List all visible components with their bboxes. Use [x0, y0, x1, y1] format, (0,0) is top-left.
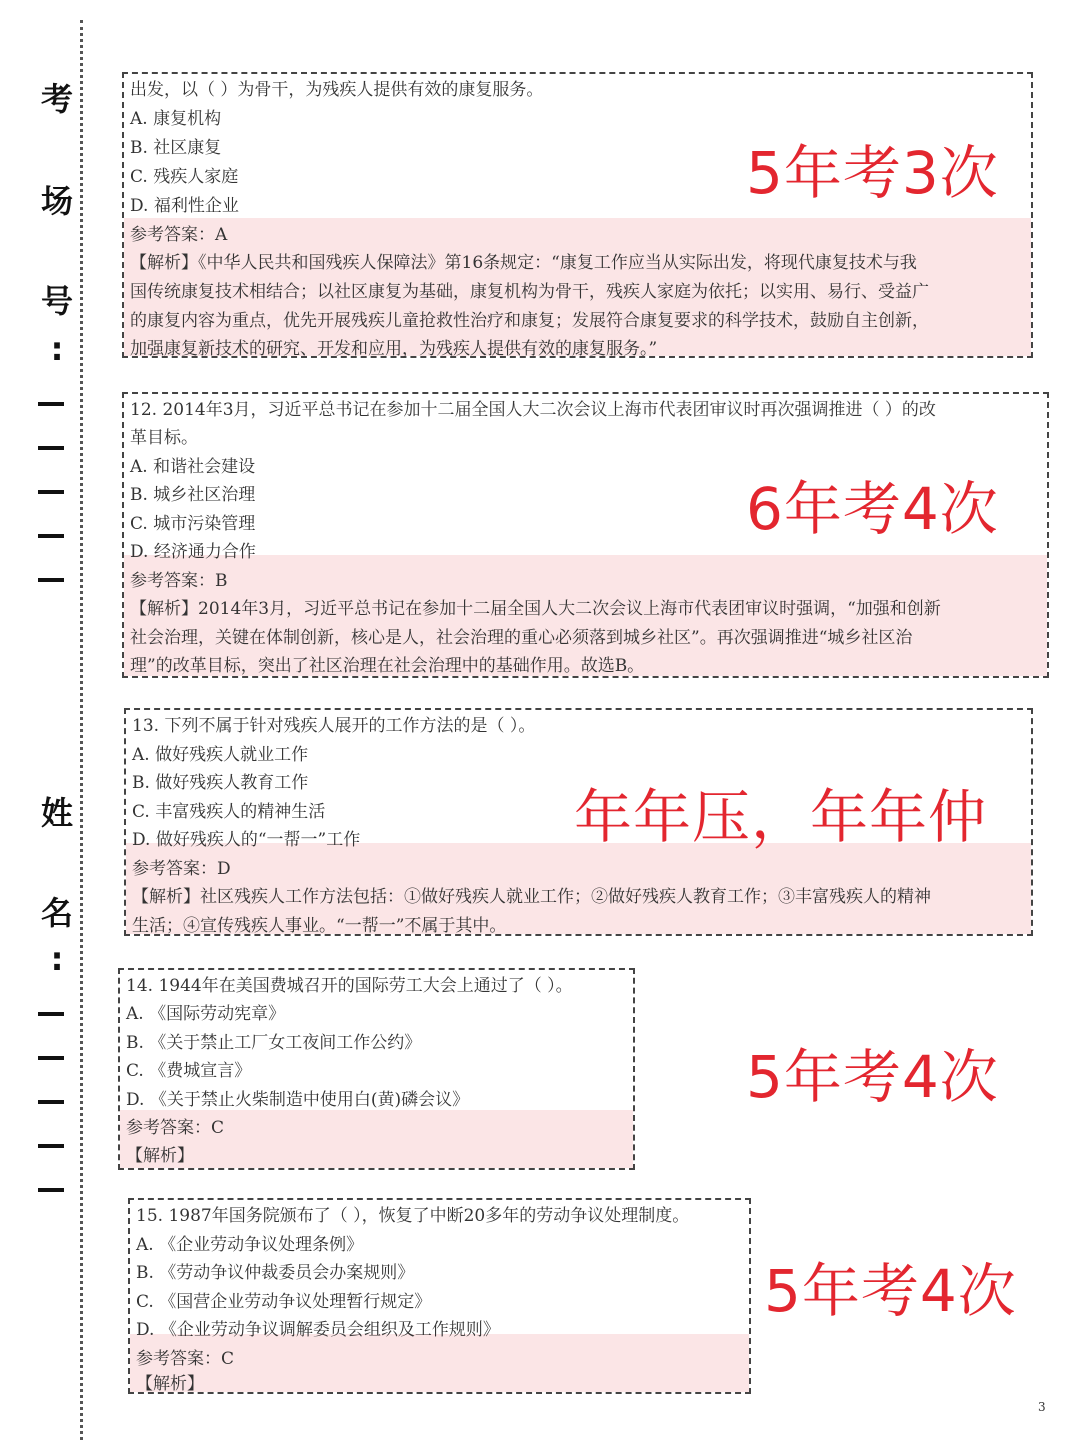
reference-answer: 参考答案：B	[130, 571, 228, 591]
question-block-12	[122, 392, 1049, 678]
explanation-line: 理”的改革目标，突出了社区治理在社会治理中的基础作用。故选B。	[130, 656, 645, 676]
explanation-line: 【解析】2014年3月，习近平总书记在参加十二届全国人大二次会议上海市代表团审议时强调，“加强和创新	[130, 599, 941, 619]
reference-answer: 参考答案：C	[126, 1118, 225, 1138]
exam-room-blank-dash	[38, 446, 64, 450]
frequency-stamp: 年年压，年年仲	[574, 783, 988, 851]
question-block-13	[124, 708, 1033, 936]
reference-answer: 参考答案：A	[130, 225, 228, 245]
name-blank-dash	[38, 1056, 64, 1060]
explanation-line: 生活；④宣传残疾人事业。“一帮一”不属于其中。	[132, 916, 507, 936]
name-char-2: 名	[40, 894, 73, 932]
exam-room-colon: :	[50, 330, 64, 368]
explanation-line: 【解析】	[136, 1374, 204, 1394]
explanation-line: 加强康复新技术的研究、开发和应用，为残疾人提供有效的康复服务。”	[130, 339, 658, 359]
exam-room-blank-dash	[38, 402, 64, 406]
question-stem: 出发，以（ ）为骨干，为残疾人提供有效的康复服务。	[130, 80, 544, 100]
option-a: A. 康复机构	[130, 109, 222, 129]
option-b: B. 社区康复	[130, 138, 222, 158]
frequency-stamp: 5年考4次	[764, 1257, 1017, 1325]
option-d: D. 经济通力合作	[130, 542, 256, 562]
question-block-11	[122, 72, 1033, 358]
option-c: C. 丰富残疾人的精神生活	[132, 802, 326, 822]
frequency-stamp: 5年考3次	[746, 139, 999, 207]
exam-room-char-2: 场	[40, 182, 73, 220]
page-number: 3	[1038, 1400, 1046, 1414]
name-char-1: 姓	[40, 794, 73, 832]
option-c: C. 残疾人家庭	[130, 167, 239, 187]
name-blank-dash	[38, 1144, 64, 1148]
option-b: B. 做好残疾人教育工作	[132, 773, 309, 793]
option-a: A. 《国际劳动宪章》	[126, 1004, 286, 1024]
explanation-line: 国传统康复技术相结合；以社区康复为基础，康复机构为骨干，残疾人家庭为依托；以实用、易行、受益广	[130, 282, 929, 302]
option-c: C. 《费城宣言》	[126, 1061, 252, 1081]
option-d: D. 《关于禁止火柴制造中使用白(黄)磷会议》	[126, 1090, 470, 1110]
name-colon: :	[50, 940, 64, 978]
exam-room-char-3: 号	[40, 282, 73, 320]
name-blank-dash	[38, 1188, 64, 1192]
exam-room-blank-dash	[38, 534, 64, 538]
frequency-stamp: 6年考4次	[746, 475, 999, 543]
option-a: A. 和谐社会建设	[130, 457, 256, 477]
explanation-line: 的康复内容为重点，优先开展残疾儿童抢救性治疗和康复；发展符合康复要求的科学技术，鼓励自主创新，	[130, 311, 929, 331]
question-stem: 15. 1987年国务院颁布了（ ），恢复了中断20多年的劳动争议处理制度。	[136, 1206, 690, 1226]
question-stem: 13. 下列不属于针对残疾人展开的工作方法的是（ ）。	[132, 716, 536, 736]
explanation-line: 社会治理，关键在体制创新，核心是人，社会治理的重心必须落到城乡社区”。再次强调推进“城乡社区治	[130, 628, 913, 648]
option-c: C. 城市污染管理	[130, 514, 256, 534]
option-d: D. 做好残疾人的“一帮一”工作	[132, 830, 361, 850]
option-d: D. 福利性企业	[130, 196, 239, 216]
frequency-stamp: 5年考4次	[746, 1043, 999, 1111]
option-c: C. 《国营企业劳动争议处理暂行规定》	[136, 1292, 432, 1312]
exam-room-blank-dash	[38, 578, 64, 582]
exam-room-char-1: 考	[40, 80, 73, 118]
explanation-line: 【解析】《中华人民共和国残疾人保障法》第16条规定：“康复工作应当从实际出发，将现代康复技术与我	[130, 253, 917, 273]
reference-answer: 参考答案：D	[132, 859, 231, 879]
option-b: B. 城乡社区治理	[130, 485, 256, 505]
question-stem: 革目标。	[130, 428, 198, 448]
explanation-line: 【解析】	[126, 1146, 194, 1166]
option-a: A. 《企业劳动争议处理条例》	[136, 1235, 364, 1255]
question-block-15	[128, 1198, 751, 1394]
exam-room-blank-dash	[38, 490, 64, 494]
question-stem: 14. 1944年在美国费城召开的国际劳工大会上通过了（ ）。	[126, 976, 573, 996]
option-d: D. 《企业劳动争议调解委员会组织及工作规则》	[136, 1320, 500, 1340]
name-blank-dash	[38, 1100, 64, 1104]
question-block-14	[118, 968, 635, 1170]
option-a: A. 做好残疾人就业工作	[132, 745, 309, 765]
question-stem: 12. 2014年3月，习近平总书记在参加十二届全国人大二次会议上海市代表团审议时再次强调推进（ ）的改	[130, 400, 936, 420]
reference-answer: 参考答案：C	[136, 1349, 235, 1369]
explanation-line: 【解析】社区残疾人工作方法包括：①做好残疾人就业工作；②做好残疾人教育工作；③丰富残疾人的精神	[132, 887, 931, 907]
option-b: B. 《劳动争议仲裁委员会办案规则》	[136, 1263, 415, 1283]
binding-dotted-line	[80, 20, 83, 1440]
name-blank-dash	[38, 1012, 64, 1016]
option-b: B. 《关于禁止工厂女工夜间工作公约》	[126, 1033, 422, 1053]
